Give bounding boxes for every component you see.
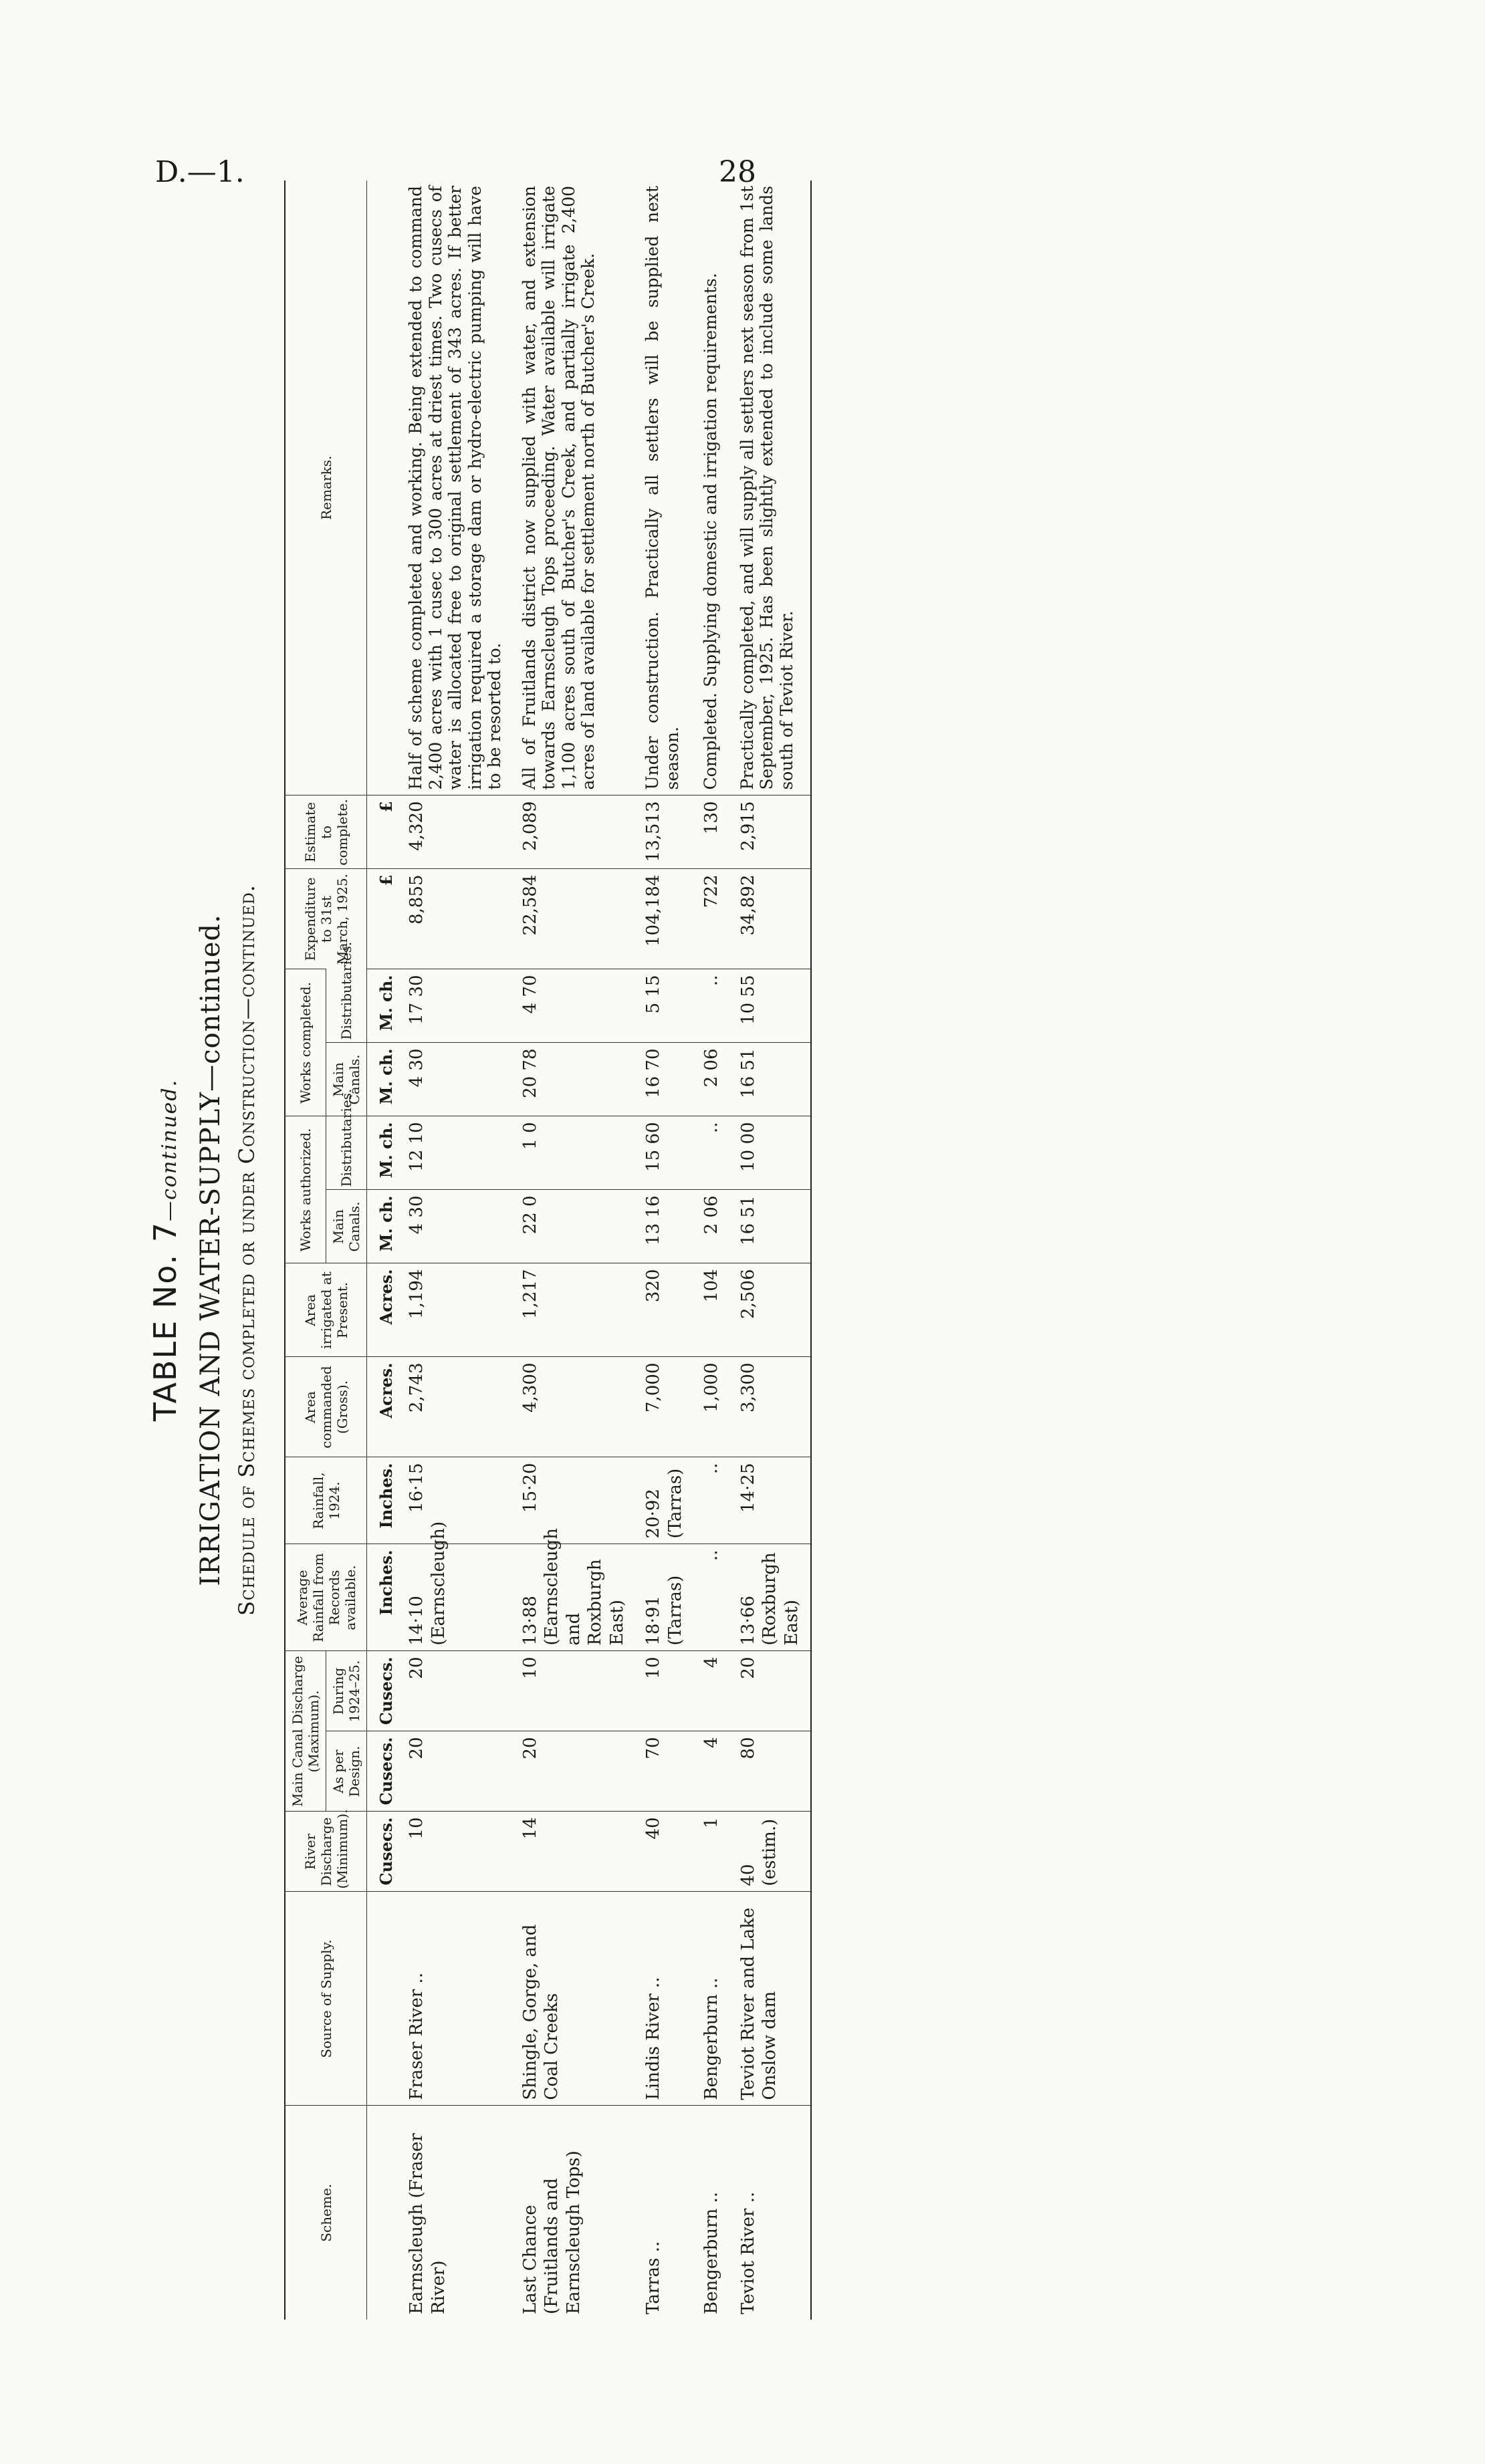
- cell-rainfall-1924: 16·15: [399, 1457, 513, 1544]
- col-header-expenditure: Expenditure to 31st March, 1925.: [285, 869, 367, 969]
- cell-rainfall-1924: 14·25: [731, 1457, 812, 1544]
- col-header-estimate: Estimate to complete.: [285, 795, 367, 869]
- cell-during: 20: [399, 1651, 513, 1731]
- cell-auth-dist: 1 0: [513, 1116, 637, 1190]
- col-header-authorized-main-canals: Main Canals.: [326, 1190, 367, 1263]
- unit-pound: £: [367, 795, 400, 869]
- cell-source: Lindis River ..: [636, 1892, 694, 2106]
- cell-auth-dist: 12 10: [399, 1116, 513, 1190]
- cell-avg-rainfall: ..: [694, 1544, 731, 1651]
- cell-comp-main: 16 70: [636, 1043, 694, 1116]
- col-header-completed-distributaries: Distributaries.: [326, 969, 367, 1043]
- table-row: [731, 180, 812, 2320]
- unit-cusecs: Cusecs.: [367, 1731, 400, 1812]
- table-number: TABLE No. 7: [147, 1221, 183, 1422]
- cell-avg-rainfall: 18·91 (Tarras): [636, 1544, 694, 1651]
- cell-comp-dist: 5 15: [636, 969, 694, 1043]
- col-header-during-1924-25: During 1924–25.: [326, 1651, 367, 1731]
- cell-river-discharge: 14: [513, 1812, 637, 1892]
- unit-inches: Inches.: [367, 1544, 400, 1651]
- cell-scheme: Last Chance (Fruitlands and Earnscleugh Tops): [513, 2106, 637, 2320]
- cell-remarks: Half of scheme completed and working. Being extended to command 2,400 acres with 1 cusec to 300 acres at driest times. Two cusecs of water is allocated free to original settlement of 343 acres. If better irrigation required a storage dam or hydro-electric pumping will have to be resorted to.: [406, 185, 504, 790]
- cell-auth-main: 4 30: [399, 1190, 513, 1263]
- cell-avg-rainfall: 13·66 (Roxburgh East): [731, 1544, 812, 1651]
- col-header-as-per-design: As per Design.: [326, 1731, 367, 1812]
- unit-acres: Acres.: [367, 1357, 400, 1457]
- cell-auth-main: 2 06: [694, 1190, 731, 1263]
- cell-expenditure: 8,855: [399, 869, 513, 969]
- cell-estimate: 4,320: [399, 795, 513, 869]
- unit-mch: M. ch.: [367, 1043, 400, 1116]
- col-header-works-completed: Works completed.: [285, 969, 326, 1116]
- cell-scheme: Tarras ..: [636, 2106, 694, 2320]
- cell-remarks: Completed. Supplying domestic and irrigation requirements.: [701, 273, 720, 790]
- cell-river-discharge: 10: [399, 1812, 513, 1892]
- cell-scheme: Earnscleugh (Fraser River): [399, 2106, 513, 2320]
- cell-design: 20: [399, 1731, 513, 1812]
- cell-comp-dist: 17 30: [399, 969, 513, 1043]
- unit-cusecs: Cusecs.: [367, 1812, 400, 1892]
- cell-design: 4: [694, 1731, 731, 1812]
- cell-during: 20: [731, 1651, 812, 1731]
- document-reference: D.—1.: [155, 155, 245, 189]
- cell-during: 10: [513, 1651, 637, 1731]
- cell-scheme: Bengerburn ..: [694, 2106, 731, 2320]
- unit-acres: Acres.: [367, 1263, 400, 1357]
- cell-expenditure: 22,584: [513, 869, 637, 969]
- cell-comp-dist: ..: [694, 969, 731, 1043]
- cell-comp-dist: 4 70: [513, 969, 637, 1043]
- cell-design: 70: [636, 1731, 694, 1812]
- cell-area-commanded: 7,000: [636, 1357, 694, 1457]
- col-header-authorized-distributaries: Distributaries.: [326, 1116, 367, 1190]
- cell-auth-dist: ..: [694, 1116, 731, 1190]
- unit-inches: Inches.: [367, 1457, 400, 1544]
- cell-river-discharge: 40 (estim.): [731, 1812, 812, 1892]
- cell-estimate: 2,089: [513, 795, 637, 869]
- cell-river-discharge: 1: [694, 1812, 731, 1892]
- cell-area-irrigated: 320: [636, 1263, 694, 1357]
- table-number-suffix: —continued.: [158, 1078, 181, 1221]
- cell-during: 10: [636, 1651, 694, 1731]
- cell-auth-main: 22 0: [513, 1190, 637, 1263]
- cell-area-commanded: 3,300: [731, 1357, 812, 1457]
- cell-remarks: Under construction. Practically all settlers will be supplied next season.: [643, 185, 682, 790]
- table-row: [636, 180, 694, 2320]
- cell-expenditure: 722: [694, 869, 731, 969]
- col-header-river-discharge: River Discharge (Minimum).: [285, 1812, 367, 1892]
- cell-source: Bengerburn ..: [694, 1892, 731, 2106]
- cell-estimate: 2,915: [731, 795, 812, 869]
- cell-estimate: 130: [694, 795, 731, 869]
- cell-comp-main: 20 78: [513, 1043, 637, 1116]
- table-subtitle: IRRIGATION AND WATER-SUPPLY—continued.: [195, 914, 226, 1586]
- cell-area-irrigated: 104: [694, 1263, 731, 1357]
- cell-avg-rainfall: 14·10 (Earnscleugh): [399, 1544, 513, 1651]
- cell-scheme: Teviot River ..: [731, 2106, 812, 2320]
- cell-source: Fraser River ..: [399, 1892, 513, 2106]
- units-row: [367, 180, 400, 2320]
- cell-remarks: Practically completed, and will supply all settlers next season from 1st September, 1925. Has been slightly extended to include some lands south of Teviot River.: [731, 180, 812, 795]
- table-row: [513, 180, 637, 2320]
- cell-comp-main: 2 06: [694, 1043, 731, 1116]
- cell-auth-dist: 10 00: [731, 1116, 812, 1190]
- cell-source: Shingle, Gorge, and Coal Creeks: [513, 1892, 637, 2106]
- cell-area-irrigated: 1,194: [399, 1263, 513, 1357]
- col-header-source: Source of Supply.: [285, 1892, 367, 2106]
- col-header-remarks: Remarks.: [285, 180, 367, 795]
- unit-mch: M. ch.: [367, 1116, 400, 1190]
- table-caption: Schedule of Schemes completed or under Construction—continued.: [234, 884, 259, 1616]
- table-title: [147, 180, 183, 2320]
- table-row: [694, 180, 731, 2320]
- cell-comp-main: 16 51: [731, 1043, 812, 1116]
- table-row: [399, 180, 513, 2320]
- cell-rainfall-1924: ..: [694, 1457, 731, 1544]
- cell-auth-main: 16 51: [731, 1190, 812, 1263]
- cell-design: 80: [731, 1731, 812, 1812]
- unit-mch: M. ch.: [367, 1190, 400, 1263]
- cell-design: 20: [513, 1731, 637, 1812]
- cell-rainfall-1924: 20·92 (Tarras): [636, 1457, 694, 1544]
- col-header-works-authorized: Works authorized.: [285, 1116, 326, 1263]
- cell-avg-rainfall: 13·88 (Earnscleugh and Roxburgh East): [513, 1544, 637, 1651]
- unit-mch: M. ch.: [367, 969, 400, 1043]
- cell-area-commanded: 2,743: [399, 1357, 513, 1457]
- cell-rainfall-1924: 15·20: [513, 1457, 637, 1544]
- cell-auth-main: 13 16: [636, 1190, 694, 1263]
- cell-area-commanded: 4,300: [513, 1357, 637, 1457]
- cell-estimate: 13,513: [636, 795, 694, 869]
- cell-area-commanded: 1,000: [694, 1357, 731, 1457]
- col-header-rainfall-1924: Rainfall, 1924.: [285, 1457, 367, 1544]
- cell-comp-main: 4 30: [399, 1043, 513, 1116]
- col-header-completed-main-canals: Main Canals.: [326, 1043, 367, 1116]
- col-header-area-commanded: Area commanded (Gross).: [285, 1357, 367, 1457]
- col-header-area-irrigated: Area irrigated at Present.: [285, 1263, 367, 1357]
- cell-area-irrigated: 1,217: [513, 1263, 637, 1357]
- unit-cusecs: Cusecs.: [367, 1651, 400, 1731]
- cell-river-discharge: 40: [636, 1812, 694, 1892]
- col-header-scheme: Scheme.: [285, 2106, 367, 2320]
- cell-during: 4: [694, 1651, 731, 1731]
- cell-expenditure: 104,184: [636, 869, 694, 969]
- cell-remarks: All of Fruitlands district now supplied with water, and extension towards Earnscleugh Tops proceeding. Water available will irrigate 1,100 acres south of Butcher's Creek, and partially irrigate 2,400 acres of land available for settlement north of Butcher's Creek.: [519, 185, 598, 790]
- rotated-table-page: [134, 180, 1337, 2320]
- unit-pound: £: [367, 869, 400, 969]
- cell-auth-dist: 15 60: [636, 1116, 694, 1190]
- schedule-table: [284, 180, 812, 2320]
- cell-source: Teviot River and Lake Onslow dam: [731, 1892, 812, 2106]
- col-header-main-canal-discharge: Main Canal Discharge (Maximum).: [285, 1651, 326, 1812]
- cell-expenditure: 34,892: [731, 869, 812, 969]
- cell-area-irrigated: 2,506: [731, 1263, 812, 1357]
- cell-comp-dist: 10 55: [731, 969, 812, 1043]
- col-header-average-rainfall: Average Rainfall from Records available.: [285, 1544, 367, 1651]
- page-number: 28: [719, 155, 756, 189]
